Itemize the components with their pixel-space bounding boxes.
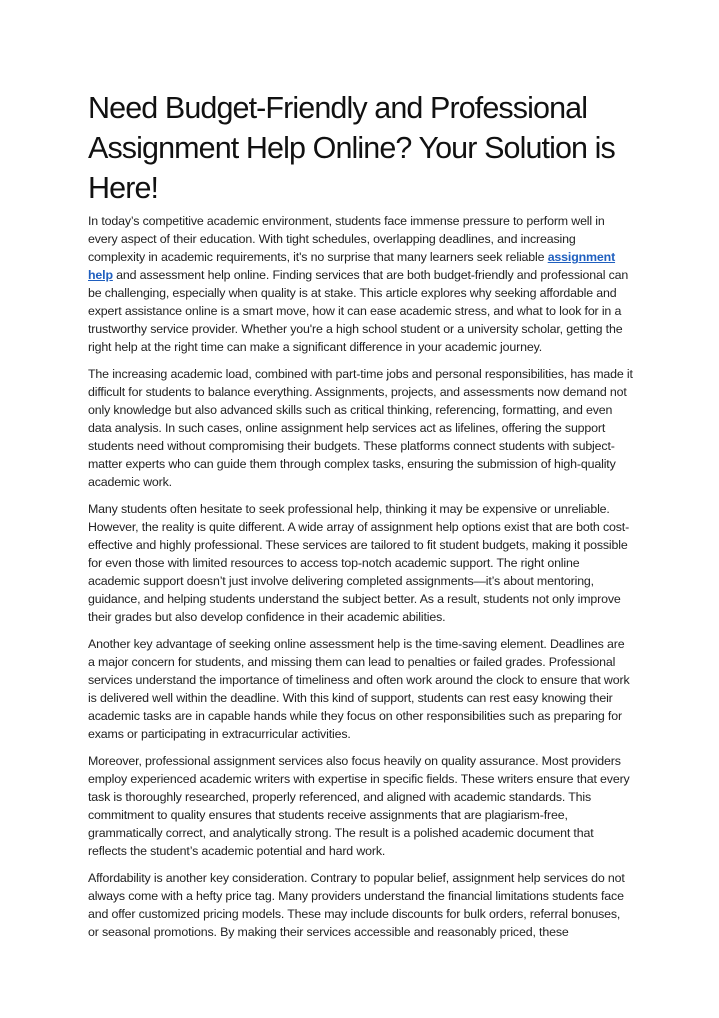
paragraph-time-saving: Another key advantage of seeking online assessment help is the time-saving element. Deadlines are a major concern for students, and missing them can lead to penalties or failed grades. Professional services understand the importance of timeliness and often work around the clock to ensure that work is delivered well within the deadline. With this kind of support, students can rest easy knowing their academic tasks are in capable hands while they focus on other responsibilities such as preparing for exams or participating in extracurricular activities. [88, 637, 630, 741]
document-page [88, 88, 633, 950]
paragraph-intro-text-after: and assessment help online. Finding services that are both budget-friendly and professional can be challenging, especially when quality is at stake. This article explores why seeking affordable and expert assistance online is a smart move, how it can ease academic stress, and what to look for in a trustworthy service provider. Whether you're a high school student or a university scholar, getting the right help at the right time can make a significant difference in your academic journey. [88, 268, 629, 354]
assignment-help-link[interactable]: assignment help [88, 250, 616, 282]
paragraph-hesitation: Many students often hesitate to seek professional help, thinking it may be expensive or unreliable. However, the reality is quite different. A wide array of assignment help options exist that are both cost-effective and highly professional. These services are tailored to fit student budgets, making it possible for even those with limited resources to access top-notch academic support. The right online academic support doesn’t just involve delivering completed assignments—it’s about mentoring, guidance, and helping students understand the subject better. As a result, students not only improve their grades but also develop confidence in their academic abilities. [88, 502, 630, 624]
paragraph-academic-load: The increasing academic load, combined with part-time jobs and personal responsibilities, has made it difficult for students to balance everything. Assignments, projects, and assessments now demand not only knowledge but also advanced skills such as critical thinking, referencing, formatting, and even data analysis. In such cases, online assignment help services act as lifelines, offering the support students need without compromising their budgets. These platforms connect students with subject-matter experts who can guide them through complex tasks, ensuring the submission of high-quality academic work. [88, 367, 633, 489]
paragraph-quality-assurance: Moreover, professional assignment services also focus heavily on quality assurance. Most providers employ experienced academic writers with expertise in specific fields. These writers ensure that every task is thoroughly researched, properly referenced, and aligned with academic standards. This commitment to quality ensures that students receive assignments that are plagiarism-free, grammatically correct, and analytically strong. The result is a polished academic document that reflects the student’s academic potential and hard work. [88, 754, 630, 858]
paragraph-affordability: Affordability is another key consideration. Contrary to popular belief, assignment help services do not always come with a hefty price tag. Many providers understand the financial limitations students face and offer customized pricing models. These may include discounts for bulk orders, referral bonuses, or seasonal promotions. By making their services accessible and reasonably priced, these [88, 871, 625, 939]
paragraph-intro-text-before: In today’s competitive academic environment, students face immense pressure to perform well in every aspect of their education. With tight schedules, overlapping deadlines, and increasing complexity in academic requirements, it's no surprise that many learners seek reliable [88, 214, 605, 264]
document-title: Need Budget-Friendly and Professional Assignment Help Online? Your Solution is Here! [88, 91, 615, 205]
paragraph-intro [88, 212, 633, 356]
